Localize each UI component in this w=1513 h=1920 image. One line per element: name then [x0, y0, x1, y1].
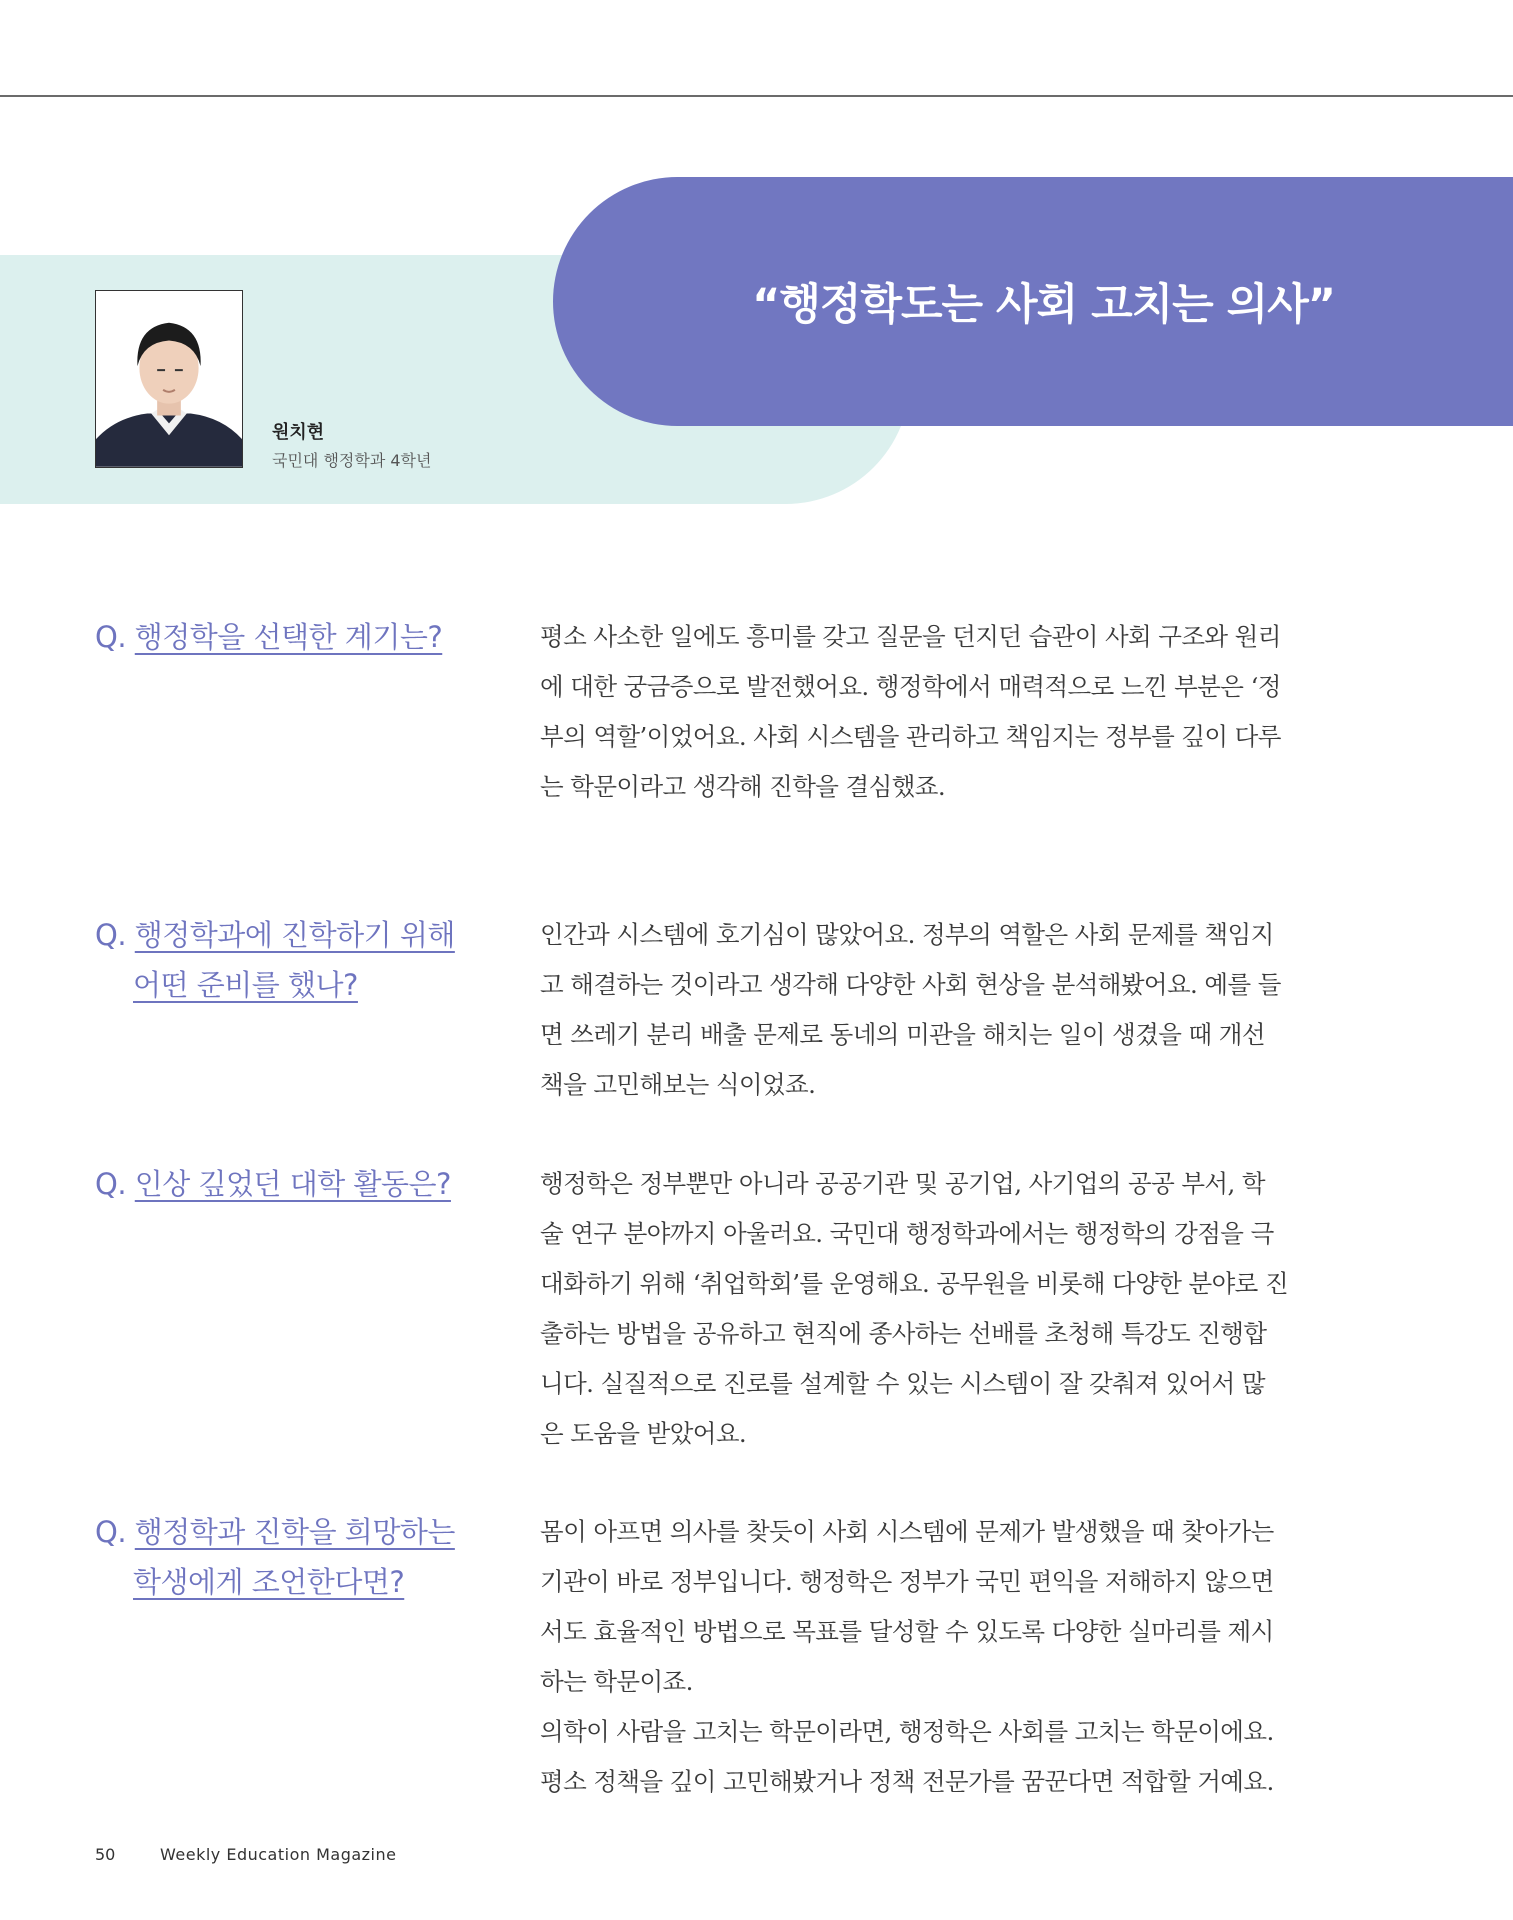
question-4 — [95, 1507, 515, 1607]
question-line — [95, 960, 515, 1010]
answer-line: 서도 효율적인 방법으로 목표를 달성할 수 있도록 다양한 실마리를 제시 — [540, 1617, 1274, 1646]
answer-line: 출하는 방법을 공유하고 현직에 종사하는 선배를 초청해 특강도 진행합 — [540, 1319, 1267, 1348]
answer-line: 는 학문이라고 생각해 진학을 결심했죠. — [540, 772, 946, 801]
answer-line: 하는 학문이죠. — [540, 1667, 693, 1696]
answer-3 — [540, 1159, 1350, 1459]
question-line — [95, 910, 515, 960]
question-text: 어떤 준비를 했나? — [133, 968, 358, 1002]
answer-line: 니다. 실질적으로 진로를 설계할 수 있는 시스템이 잘 갖춰져 있어서 많 — [540, 1369, 1265, 1398]
question-text: 학생에게 조언한다면? — [133, 1565, 405, 1599]
question-2 — [95, 910, 515, 1010]
question-line — [95, 1557, 515, 1607]
question-text: 행정학과에 진학하기 위해 — [134, 918, 455, 952]
question-text: 행정학을 선택한 계기는? — [134, 620, 443, 654]
answer-line: 은 도움을 받았어요. — [540, 1419, 747, 1448]
answer-line: 부의 역할’이었어요. 사회 시스템을 관리하고 책임지는 정부를 깊이 다루 — [540, 722, 1281, 751]
magazine-name: Weekly Education Magazine — [160, 1845, 397, 1864]
question-3 — [95, 1159, 515, 1209]
answer-line: 고 해결하는 것이라고 생각해 다양한 사회 현상을 분석해봤어요. 예를 들 — [540, 970, 1281, 999]
answer-line: 평소 정책을 깊이 고민해봤거나 정책 전문가를 꿈꾼다면 적합할 거예요. — [540, 1767, 1274, 1796]
answer-line: 의학이 사람을 고치는 학문이라면, 행정학은 사회를 고치는 학문이에요. — [540, 1717, 1274, 1746]
question-text: 인상 깊었던 대학 활동은? — [134, 1167, 451, 1201]
headline: “행정학도는 사회 고치는 의사” — [752, 280, 1335, 330]
answer-line: 몸이 아프면 의사를 찾듯이 사회 시스템에 문제가 발생했을 때 찾아가는 — [540, 1517, 1274, 1546]
profile-name: 원치현 — [272, 422, 325, 443]
question-line — [95, 612, 515, 662]
top-rule — [0, 95, 1513, 97]
answer-line: 면 쓰레기 분리 배출 문제로 동네의 미관을 해치는 일이 생겼을 때 개선 — [540, 1020, 1265, 1049]
answer-line: 책을 고민해보는 식이었죠. — [540, 1070, 816, 1099]
answer-line: 행정학은 정부뿐만 아니라 공공기관 및 공기업, 사기업의 공공 부서, 학 — [540, 1169, 1265, 1198]
profile-affiliation: 국민대 행정학과 4학년 — [272, 451, 432, 470]
answer-line: 기관이 바로 정부입니다. 행정학은 정부가 국민 편익을 저해하지 않으면 — [540, 1567, 1274, 1596]
answer-1 — [540, 612, 1350, 812]
answer-line: 대화하기 위해 ‘취업학회’를 운영해요. 공무원을 비롯해 다양한 분야로 진 — [540, 1269, 1289, 1298]
question-prefix: Q. — [95, 1167, 135, 1201]
question-prefix: Q. — [95, 918, 135, 952]
page-number: 50 — [95, 1845, 116, 1864]
answer-line: 평소 사소한 일에도 흥미를 갖고 질문을 던지던 습관이 사회 구조와 원리 — [540, 622, 1281, 651]
question-line — [95, 1159, 515, 1209]
answer-4 — [540, 1507, 1350, 1807]
question-prefix: Q. — [95, 1515, 135, 1549]
question-line — [95, 1507, 515, 1557]
answer-line: 술 연구 분야까지 아울러요. 국민대 행정학과에서는 행정학의 강점을 극 — [540, 1219, 1274, 1248]
question-prefix: Q. — [95, 620, 135, 654]
answer-2 — [540, 910, 1350, 1110]
answer-line: 에 대한 궁금증으로 발전했어요. 행정학에서 매력적으로 느낀 부분은 ‘정 — [540, 672, 1281, 701]
question-1 — [95, 612, 515, 662]
answer-line: 인간과 시스템에 호기심이 많았어요. 정부의 역할은 사회 문제를 책임지 — [540, 920, 1274, 949]
profile-photo — [95, 290, 243, 468]
question-text: 행정학과 진학을 희망하는 — [134, 1515, 455, 1549]
